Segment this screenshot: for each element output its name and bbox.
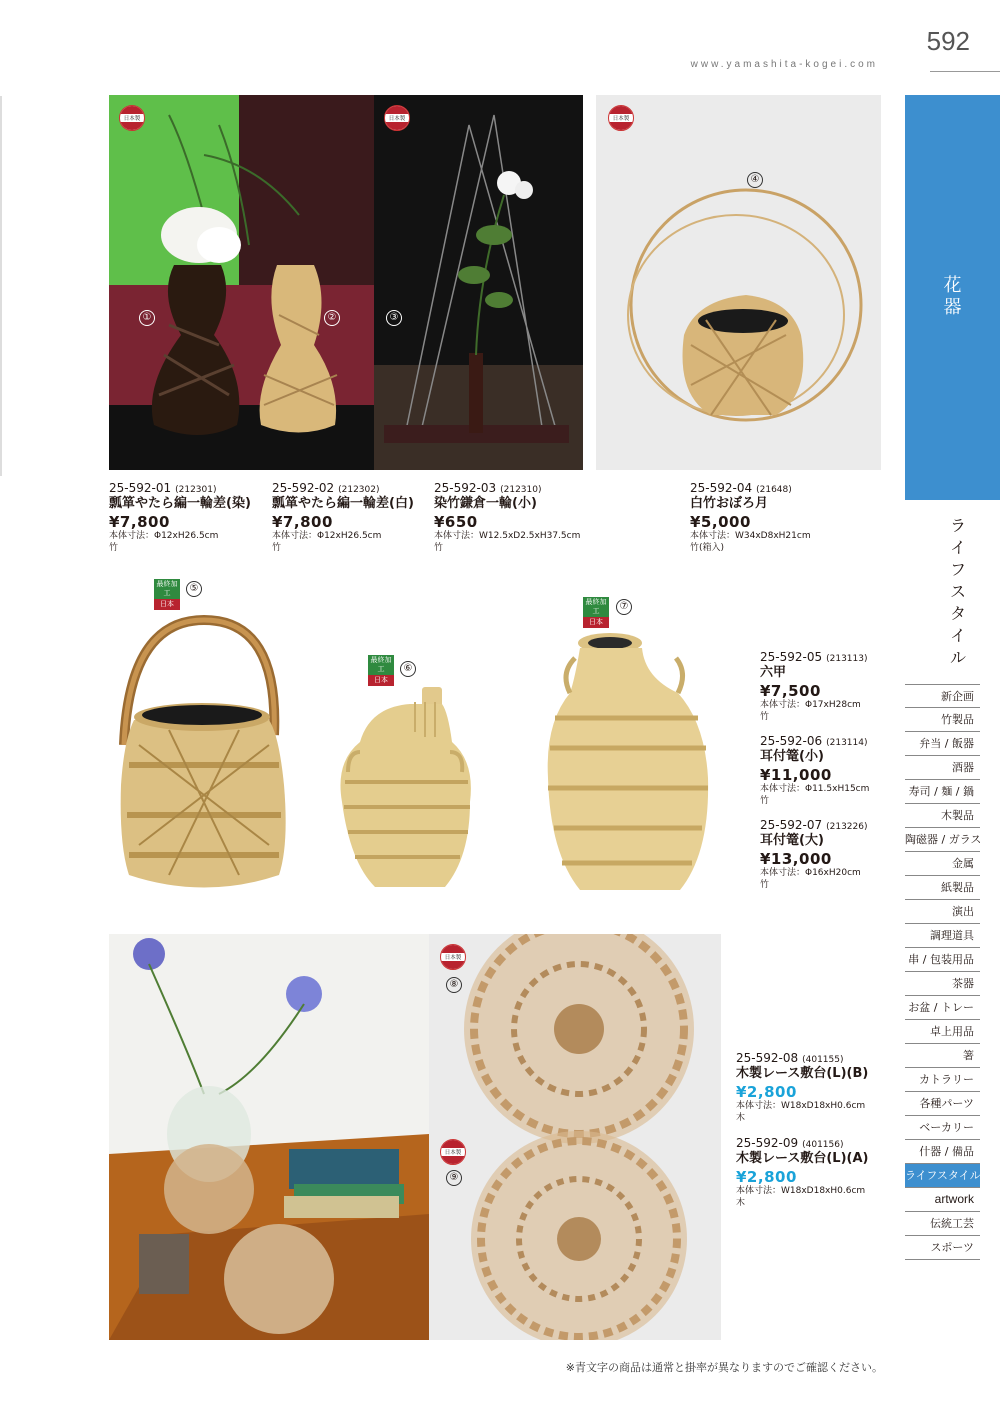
product-size: 本体寸法：Φ16xH20cm <box>760 868 861 879</box>
nav-item-fixtures[interactable]: 什器 / 備品 <box>905 1140 980 1164</box>
nav-item-paper[interactable]: 紙製品 <box>905 876 980 900</box>
marker-6: ⑥ <box>400 661 416 677</box>
product-size: 本体寸法：W12.5xD2.5xH37.5cm <box>434 531 581 542</box>
final-process-japan-badge: 最終加工 日本 <box>368 655 394 686</box>
product-sub-code: (213114) <box>826 738 868 748</box>
product-size: 本体寸法：Φ11.5xH15cm <box>760 784 870 795</box>
vertical-char: ル <box>949 648 966 667</box>
nav-item-metal[interactable]: 金属 <box>905 852 980 876</box>
nav-item-chopsticks[interactable]: 箸 <box>905 1044 980 1068</box>
footer-note: ※青文字の商品は通常と掛率が異なりますのでご確認ください。 <box>565 1361 883 1374</box>
lace-stands-illustration <box>429 934 721 1340</box>
product-name: 耳付篭(小) <box>760 749 824 765</box>
marker-5: ⑤ <box>186 581 202 597</box>
mimitsuki-large-illustration <box>540 628 715 893</box>
photo-oboro-zuki <box>596 95 881 470</box>
product-sub-code: (212310) <box>500 485 542 495</box>
product-price: ¥7,800 <box>109 512 170 531</box>
marker-9: ⑨ <box>446 1170 462 1186</box>
product-code: 25-592-01 <box>109 481 172 495</box>
product-code: 25-592-05 <box>760 650 823 664</box>
photo-kamakura-vase <box>374 95 583 470</box>
product-25-592-04[interactable] <box>690 481 811 554</box>
product-price: ¥650 <box>434 512 478 531</box>
product-material: 竹 <box>109 542 119 553</box>
product-price: ¥2,800 <box>736 1167 797 1186</box>
product-material: 竹 <box>434 542 444 553</box>
product-25-592-05[interactable] <box>760 650 868 723</box>
product-sub-code: (212301) <box>175 485 217 495</box>
product-material: 竹 <box>760 879 770 890</box>
product-code: 25-592-04 <box>690 481 753 495</box>
nav-item-skewer[interactable]: 串 / 包装用品 <box>905 948 980 972</box>
product-price: ¥13,000 <box>760 849 832 868</box>
final-process-japan-badge: 最終加工 日本 <box>154 579 180 610</box>
photo-lace-stand-scene <box>109 934 429 1340</box>
product-25-592-06[interactable] <box>760 734 869 807</box>
nav-item-lifestyle[interactable]: ライフスタイル <box>905 1164 980 1188</box>
nav-item-new[interactable]: 新企画 <box>905 684 980 708</box>
product-sub-code: (213226) <box>826 822 868 832</box>
left-margin-rule <box>0 96 2 476</box>
photo-gourd-vases <box>109 95 374 470</box>
nav-item-tabletop[interactable]: 卓上用品 <box>905 1020 980 1044</box>
marker-8: ⑧ <box>446 977 462 993</box>
product-code: 25-592-02 <box>272 481 335 495</box>
marker-2: ② <box>324 310 340 326</box>
product-name: 瓢箪やたら編一輪差(白) <box>272 496 414 512</box>
product-code: 25-592-09 <box>736 1136 799 1150</box>
product-size: 本体寸法：W18xD18xH0.6cm <box>736 1101 866 1112</box>
product-price: ¥2,800 <box>736 1082 797 1101</box>
product-name: 六甲 <box>760 665 787 681</box>
index-nav <box>905 684 980 1260</box>
product-25-592-07[interactable] <box>760 818 868 891</box>
section-vertical-label <box>946 515 970 669</box>
product-size: 本体寸法：W34xD8xH21cm <box>690 531 811 542</box>
product-price: ¥7,800 <box>272 512 333 531</box>
lace-stand-scene-illustration <box>109 934 429 1340</box>
made-in-japan-badge: 日本製 <box>440 944 466 970</box>
product-sub-code: (213113) <box>826 654 868 664</box>
product-material: 竹 <box>760 711 770 722</box>
photo-lace-stands <box>429 934 721 1340</box>
nav-item-wood[interactable]: 木製品 <box>905 804 980 828</box>
marker-4: ④ <box>747 172 763 188</box>
product-sub-code: (401156) <box>802 1140 844 1150</box>
marker-1: ① <box>139 310 155 326</box>
page-number: 592 <box>926 26 970 56</box>
nav-item-traditional[interactable]: 伝統工芸 <box>905 1212 980 1236</box>
made-in-japan-badge: 日本製 <box>608 105 634 131</box>
product-25-592-01[interactable] <box>109 481 251 554</box>
product-material: 木 <box>736 1112 746 1123</box>
vertical-char: ス <box>949 582 966 601</box>
photo-mimitsuki-small <box>330 682 480 890</box>
page-number-rule <box>930 71 1000 72</box>
vertical-char: タ <box>949 604 966 623</box>
oboro-zuki-illustration <box>596 95 881 470</box>
nav-item-bento[interactable]: 弁当 / 飯器 <box>905 732 980 756</box>
product-price: ¥5,000 <box>690 512 751 531</box>
product-sub-code: (212302) <box>338 485 380 495</box>
site-url[interactable]: www.yamashita-kogei.com <box>690 59 878 70</box>
product-name: 木製レース敷台(L)(B) <box>736 1066 869 1082</box>
rokko-basket-illustration <box>109 615 299 895</box>
product-name: 染竹鎌倉一輪(小) <box>434 496 537 512</box>
nav-item-parts[interactable]: 各種パーツ <box>905 1092 980 1116</box>
nav-item-tray[interactable]: お盆 / トレー <box>905 996 980 1020</box>
nav-item-cooking[interactable]: 調理道具 <box>905 924 980 948</box>
product-code: 25-592-07 <box>760 818 823 832</box>
nav-item-sake[interactable]: 酒器 <box>905 756 980 780</box>
product-25-592-08[interactable] <box>736 1051 868 1124</box>
category-tab[interactable] <box>905 95 1000 500</box>
product-sub-code: (401155) <box>802 1055 844 1065</box>
gourd-vases-illustration <box>109 95 374 470</box>
product-material: 木 <box>736 1197 746 1208</box>
photo-rokko-basket <box>109 615 299 895</box>
marker-7: ⑦ <box>616 599 632 615</box>
category-label-2: 器 <box>943 297 962 318</box>
product-sub-code: (21648) <box>756 485 792 495</box>
nav-item-sushi[interactable]: 寿司 / 麺 / 鍋 <box>905 780 980 804</box>
product-code: 25-592-03 <box>434 481 497 495</box>
product-name: 耳付篭(大) <box>760 833 824 849</box>
nav-item-display[interactable]: 演出 <box>905 900 980 924</box>
marker-3: ③ <box>386 310 402 326</box>
photo-mimitsuki-large <box>540 628 715 893</box>
made-in-japan-badge: 日本製 <box>384 105 410 131</box>
nav-item-artwork[interactable]: artwork <box>905 1188 980 1212</box>
nav-item-cutlery[interactable]: カトラリー <box>905 1068 980 1092</box>
product-size: 本体寸法：Φ12xH26.5cm <box>109 531 219 542</box>
product-code: 25-592-06 <box>760 734 823 748</box>
made-in-japan-badge: 日本製 <box>440 1139 466 1165</box>
vertical-char: ラ <box>949 516 966 535</box>
product-size: 本体寸法：Φ17xH28cm <box>760 700 861 711</box>
product-name: 瓢箪やたら編一輪差(染) <box>109 496 251 512</box>
product-size: 本体寸法：W18xD18xH0.6cm <box>736 1186 866 1197</box>
made-in-japan-badge: 日本製 <box>119 105 145 131</box>
product-25-592-03[interactable] <box>434 481 580 554</box>
product-size: 本体寸法：Φ12xH26.5cm <box>272 531 382 542</box>
category-label-1: 花 <box>943 275 962 296</box>
product-price: ¥7,500 <box>760 681 821 700</box>
product-name: 白竹おぼろ月 <box>690 496 769 512</box>
category-sidebar <box>905 95 1000 500</box>
product-25-592-02[interactable] <box>272 481 414 554</box>
vertical-char: イ <box>949 626 966 645</box>
nav-item-ceramics[interactable]: 陶磁器 / ガラス <box>905 828 980 852</box>
product-name: 木製レース敷台(L)(A) <box>736 1151 869 1167</box>
nav-item-tea[interactable]: 茶器 <box>905 972 980 996</box>
vertical-char: イ <box>949 538 966 557</box>
final-process-japan-badge: 最終加工 日本 <box>583 597 609 628</box>
product-material: 竹(箱入) <box>690 542 725 553</box>
product-code: 25-592-08 <box>736 1051 799 1065</box>
nav-item-sports[interactable]: スポーツ <box>905 1236 980 1260</box>
vertical-char: フ <box>949 560 966 579</box>
nav-item-bamboo[interactable]: 竹製品 <box>905 708 980 732</box>
nav-item-bakery[interactable]: ベーカリー <box>905 1116 980 1140</box>
mimitsuki-small-illustration <box>330 682 480 890</box>
kamakura-vase-illustration <box>374 95 583 470</box>
product-material: 竹 <box>760 795 770 806</box>
product-material: 竹 <box>272 542 282 553</box>
product-price: ¥11,000 <box>760 765 832 784</box>
product-25-592-09[interactable] <box>736 1136 868 1209</box>
